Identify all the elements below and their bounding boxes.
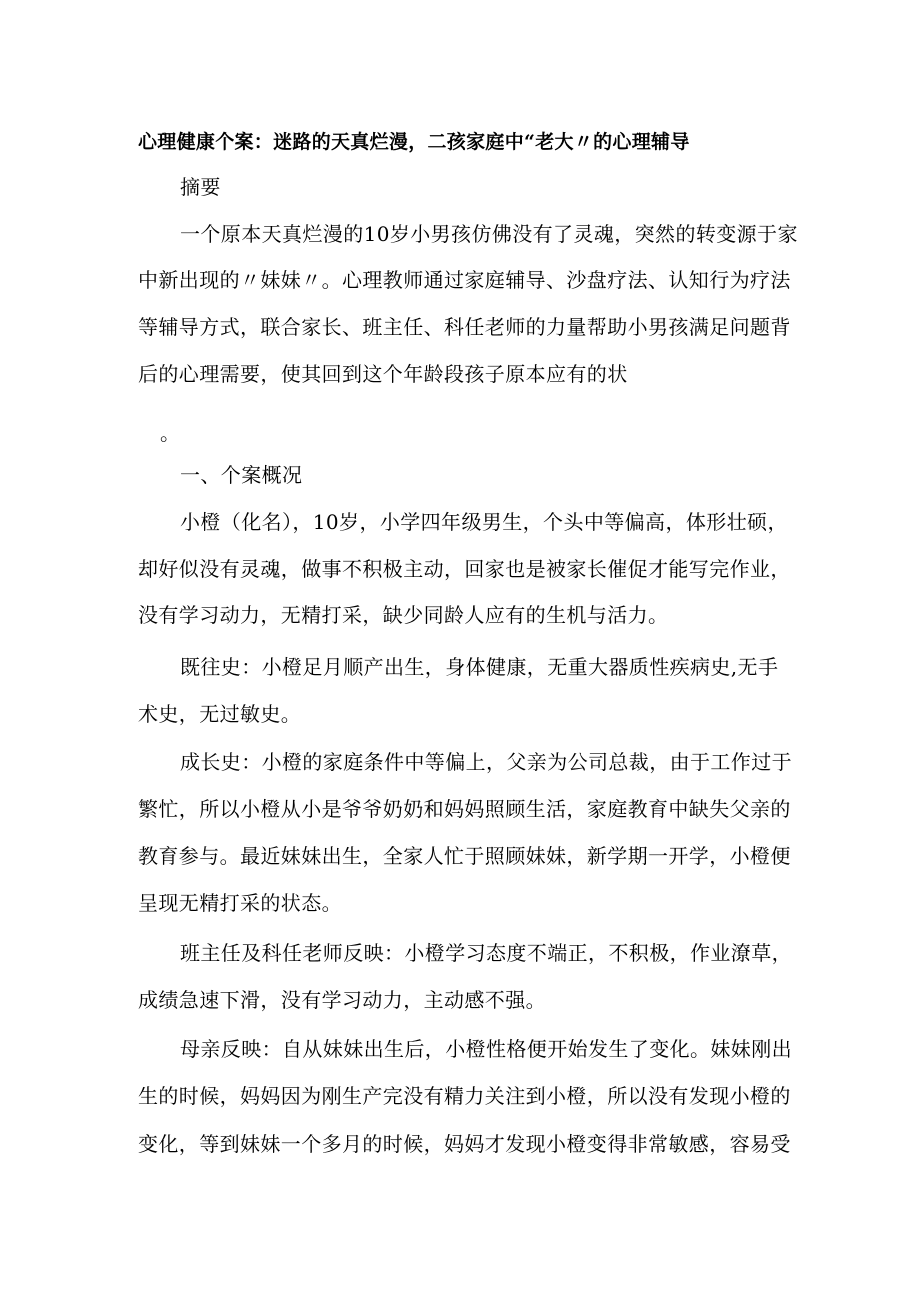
section-heading: 一、个案概况 — [180, 463, 303, 487]
paragraph-line: 没有学习动力，无精打采，缺少同龄人应有的生机与活力。 — [138, 603, 669, 627]
paragraph-line: 中新出现的〃妹妹〃。心理教师通过家庭辅导、沙盘疗法、认知行为疗法 — [138, 268, 791, 292]
paragraph-line: 繁忙，所以小橙从小是爷爷奶奶和妈妈照顾生活，家庭教育中缺失父亲的 — [138, 797, 791, 821]
paragraph-line: 既往史：小橙足月顺产出生，身体健康，无重大器质性疾病史,无手 — [180, 655, 779, 679]
paragraph-line: 成长史：小橙的家庭条件中等偏上，父亲为公司总裁，由于工作过于 — [180, 750, 792, 774]
document-title: 心理健康个案：迷路的天真烂漫，二孩家庭中“老大〃的心理辅导 — [138, 131, 690, 153]
paragraph-line: 呈现无精打采的状态。 — [138, 891, 342, 915]
paragraph-line: 教育参与。最近妹妹出生，全家人忙于照顾妹妹，新学期一开学，小橙便 — [138, 844, 791, 868]
paragraph-line: 母亲反映：自从妹妹出生后，小橙性格便开始发生了变化。妹妹刚出 — [180, 1037, 792, 1061]
abstract-heading: 摘要 — [180, 175, 221, 199]
paragraph-line: 变化，等到妹妹一个多月的时候，妈妈才发现小橙变得非常敏感，容易受 — [138, 1132, 791, 1156]
paragraph-line: 。 — [160, 421, 181, 445]
paragraph-line: 一个原本天真烂漫的10岁小男孩仿佛没有了灵魂，突然的转变源于家 — [180, 222, 798, 246]
paragraph-line: 班主任及科任老师反映：小橙学习态度不端正，不积极，作业潦草， — [180, 941, 792, 965]
paragraph-line: 成绩急速下滑，没有学习动力，主动感不强。 — [138, 988, 546, 1012]
paragraph-line: 术史，无过敏史。 — [138, 702, 302, 726]
paragraph-line: 却好似没有灵魂，做事不积极主动，回家也是被家长催促才能写完作业， — [138, 557, 791, 581]
paragraph-line: 等辅导方式，联合家长、班主任、科任老师的力量帮助小男孩满足问题背 — [138, 315, 791, 339]
paragraph-line: 后的心理需要，使其回到这个年龄段孩子原本应有的状 — [138, 362, 628, 386]
paragraph-line: 小橙（化名），10岁，小学四年级男生，个头中等偏高，体形壮硕， — [180, 510, 788, 534]
paragraph-line: 生的时候，妈妈因为刚生产完没有精力关注到小橙，所以没有发现小橙的 — [138, 1084, 791, 1108]
